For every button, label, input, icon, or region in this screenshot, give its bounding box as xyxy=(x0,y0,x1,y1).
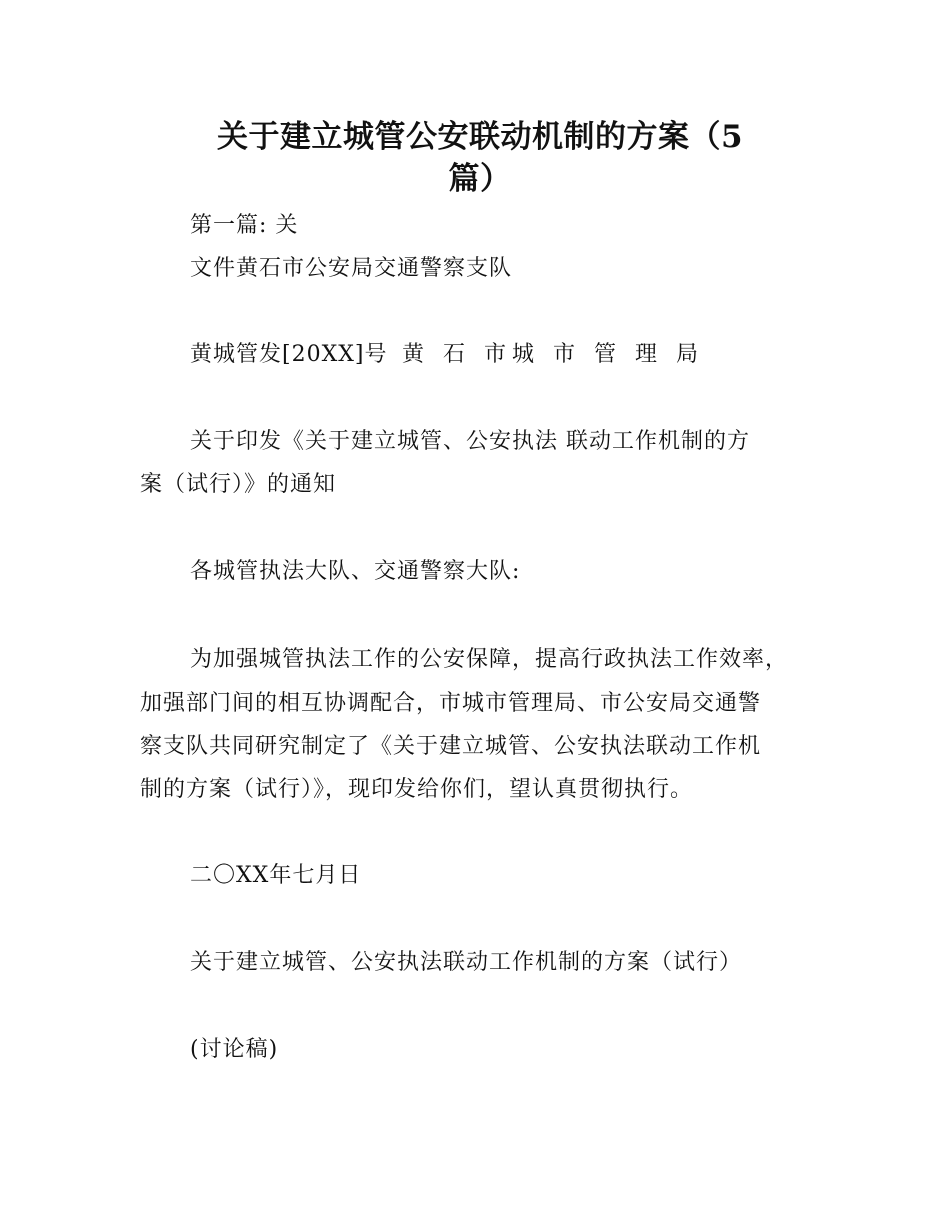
recipients-line: 各城管执法大队、交通警察大队: xyxy=(190,559,521,584)
chapter-heading: 第一篇: 关 xyxy=(190,213,299,238)
document-title-line-1: 关于建立城管公安联动机制的方案（5 xyxy=(216,119,744,155)
body-paragraph-line-3: 察支队共同研究制定了《关于建立城管、公安执法联动工作机 xyxy=(140,734,762,759)
issuer-line: 文件黄石市公安局交通警察支队 xyxy=(190,256,513,281)
doc-number: 黄城管发[20XX]号 xyxy=(190,342,388,367)
notice-title-line-1: 关于印发《关于建立城管、公安执法 联动工作机制的方 xyxy=(190,429,750,454)
document-title-line-2: 篇） xyxy=(448,161,512,197)
body-paragraph-line-1: 为加强城管执法工作的公安保障，提高行政执法工作效率， xyxy=(190,647,789,672)
body-paragraph-line-2: 加强部门间的相互协调配合，市城市管理局、市公安局交通警 xyxy=(140,691,762,716)
plan-title: 关于建立城管、公安执法联动工作机制的方案（试行） xyxy=(190,950,743,975)
draft-note: (讨论稿) xyxy=(190,1037,279,1062)
body-paragraph-line-4: 制的方案（试行）》，现印发给你们，望认真贯彻执行。 xyxy=(140,777,694,802)
date-line: 二〇XX年七月日 xyxy=(190,863,362,888)
notice-title-line-2: 案（试行）》的通知 xyxy=(140,472,337,497)
issuer-bureau: 黄 石 市城 市 管 理 局 xyxy=(402,342,704,367)
